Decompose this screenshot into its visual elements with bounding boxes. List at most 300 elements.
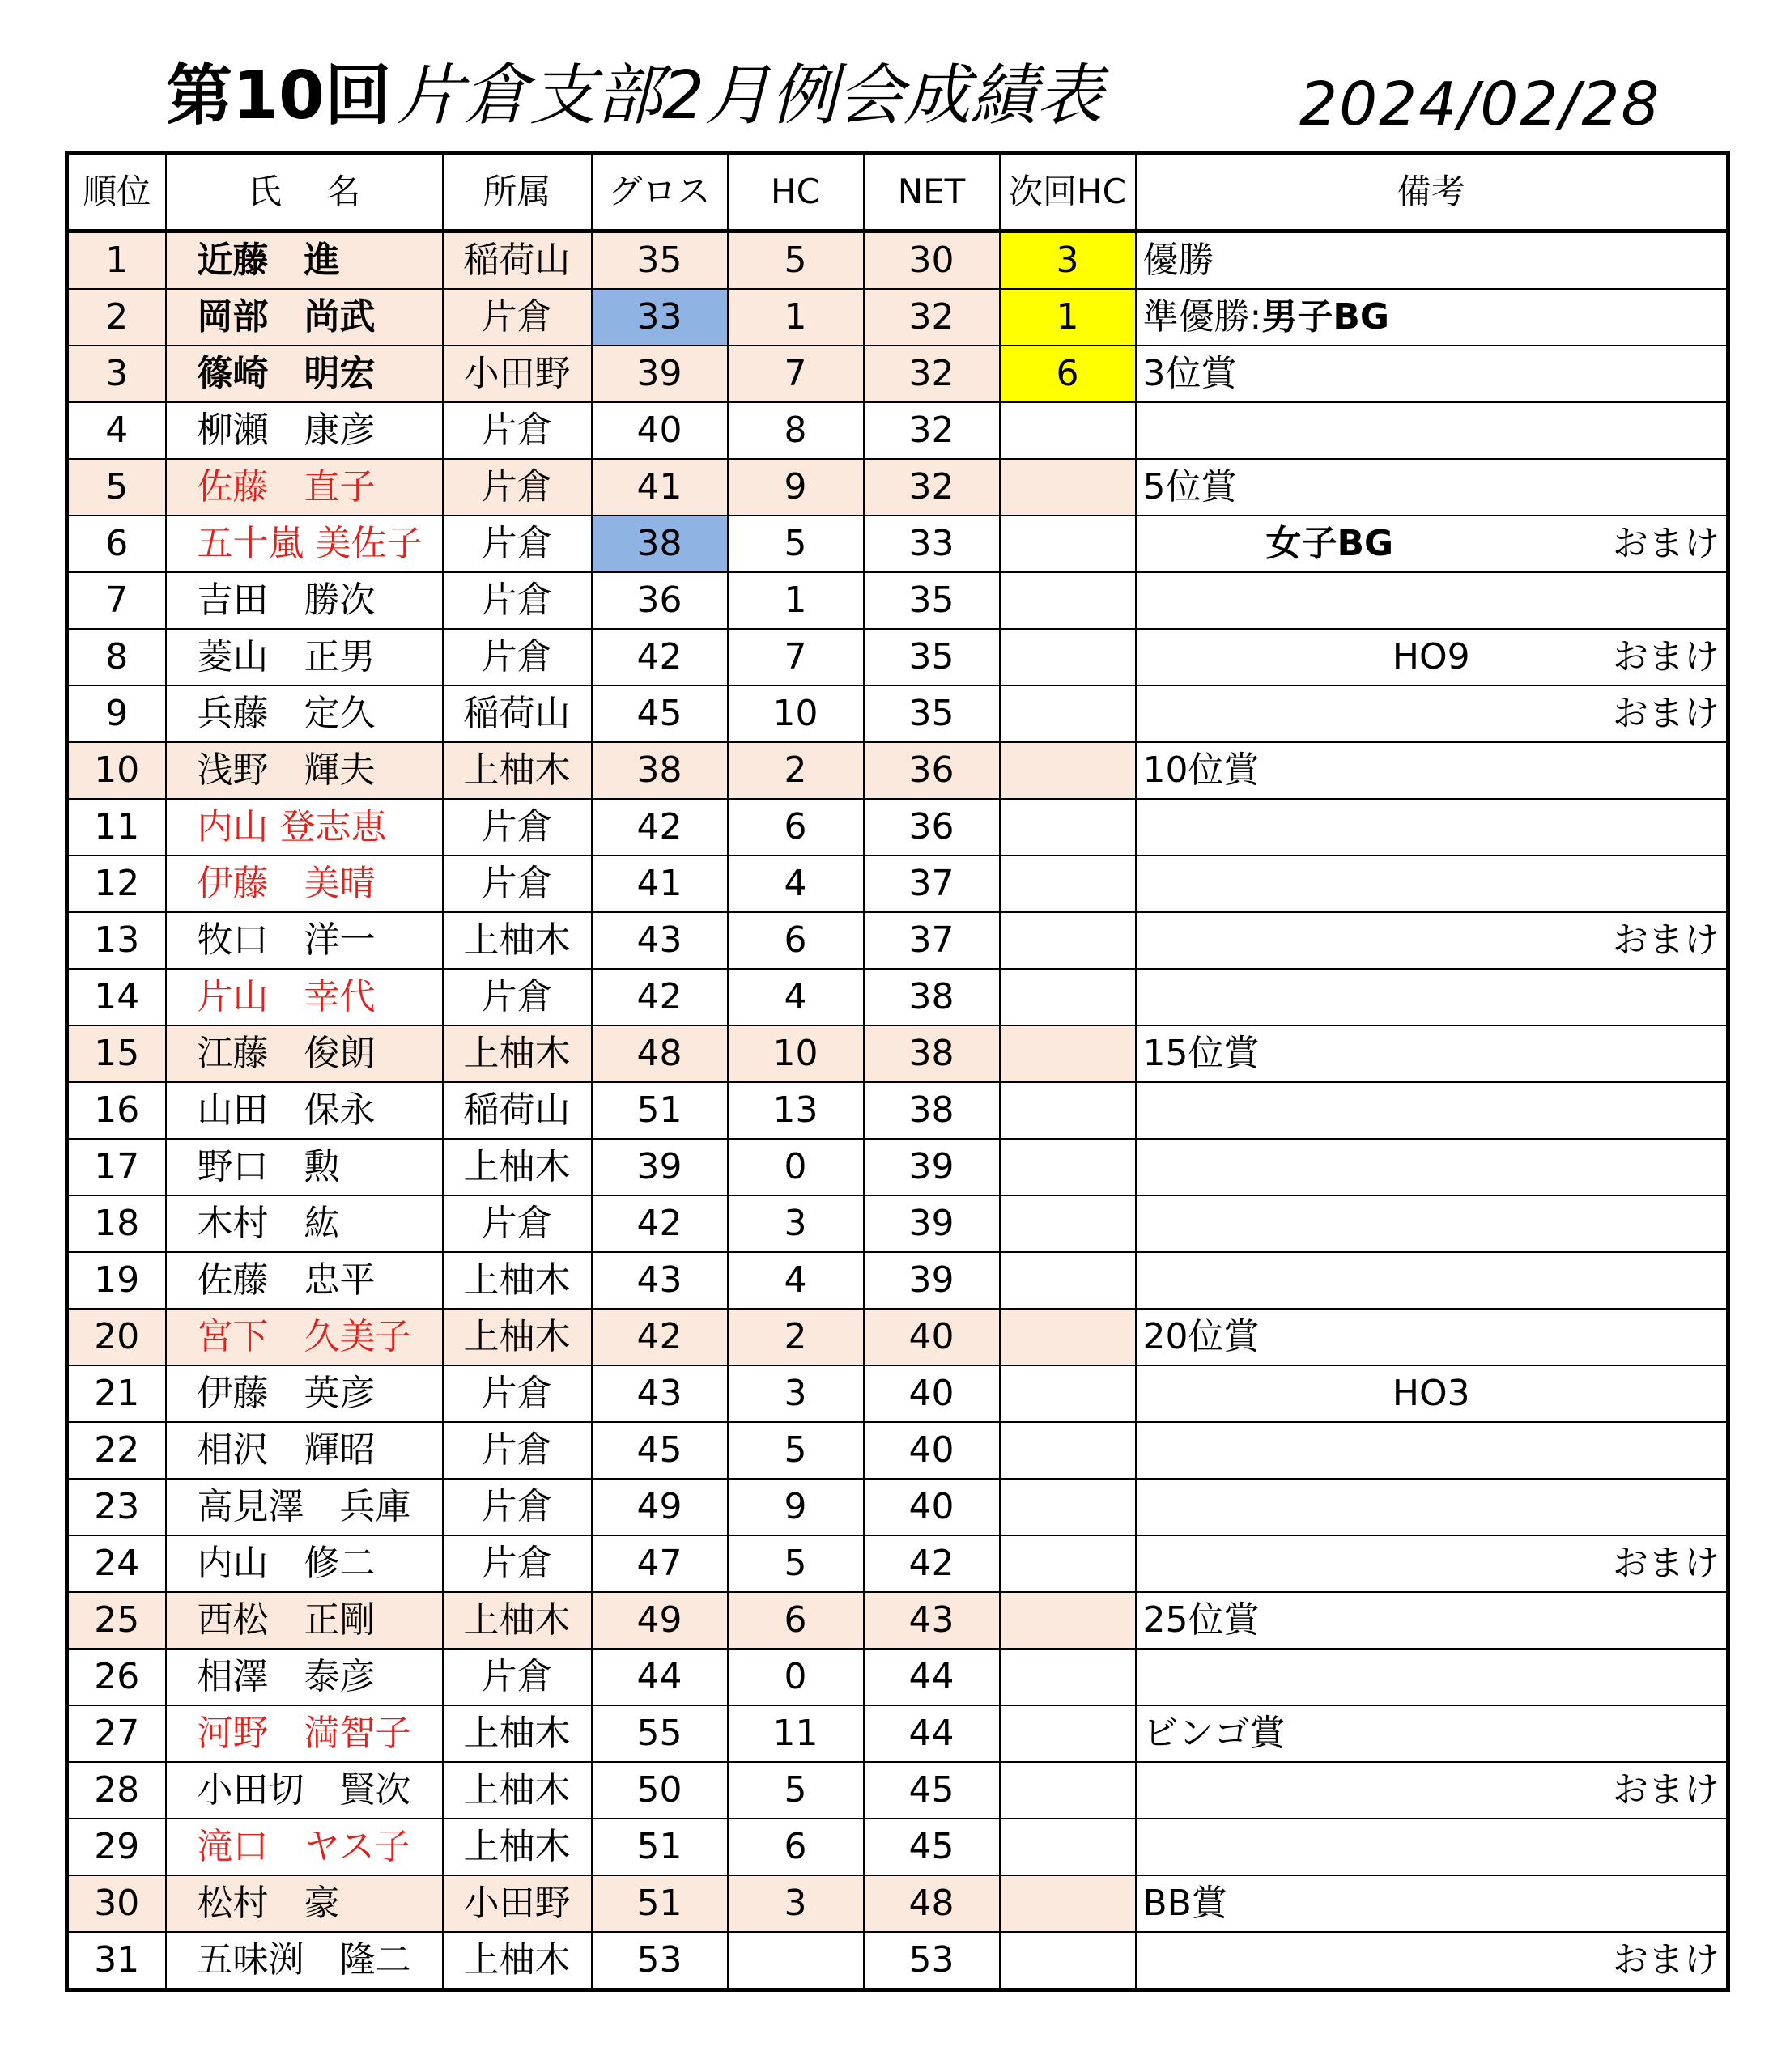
club-cell: 片倉	[443, 1365, 592, 1422]
table-row	[67, 1082, 1728, 1139]
hc-cell: 3	[728, 1875, 864, 1932]
gross-cell: 40	[592, 402, 728, 459]
memo-label: 優勝	[1142, 240, 1214, 281]
club-cell: 稲荷山	[443, 686, 592, 742]
gross-cell: 39	[592, 346, 728, 402]
gross-cell: 42	[592, 969, 728, 1025]
net-cell: 38	[864, 1082, 1000, 1139]
player-name-cell: 高見澤 兵庫	[166, 1479, 443, 1535]
rank-cell: 22	[67, 1422, 166, 1479]
hc-cell: 0	[728, 1649, 864, 1705]
hc-cell: 13	[728, 1082, 864, 1139]
omake-label: おまけ	[1613, 636, 1720, 677]
net-cell: 53	[864, 1932, 1000, 1990]
next-hc-cell	[1000, 969, 1136, 1025]
net-cell: 35	[864, 686, 1000, 742]
next-hc-cell	[1000, 856, 1136, 912]
player-name-cell: 山田 保永	[166, 1082, 443, 1139]
hc-cell: 4	[728, 969, 864, 1025]
omake-label: おまけ	[1613, 693, 1720, 734]
table-row	[67, 1309, 1728, 1365]
player-name-cell: 伊藤 美晴	[166, 856, 443, 912]
col-header-club: 所属	[443, 153, 592, 231]
club-cell: 片倉	[443, 629, 592, 686]
next-hc-cell	[1000, 1309, 1136, 1365]
next-hc-cell	[1000, 459, 1136, 516]
player-name-cell: 近藤 進	[166, 231, 443, 290]
table-row	[67, 1025, 1728, 1082]
table-row	[67, 1252, 1728, 1309]
player-name-cell: 兵藤 定久	[166, 686, 443, 742]
memo-cell	[1136, 1195, 1728, 1252]
club-cell: 片倉	[443, 1479, 592, 1535]
gross-cell: 45	[592, 686, 728, 742]
player-name-cell: 吉田 勝次	[166, 572, 443, 629]
table-row	[67, 1705, 1728, 1762]
results-table	[65, 151, 1730, 1992]
club-cell: 片倉	[443, 572, 592, 629]
gross-cell: 43	[592, 1365, 728, 1422]
club-cell: 上柚木	[443, 1932, 592, 1990]
next-hc-cell: 3	[1000, 231, 1136, 290]
net-cell: 39	[864, 1195, 1000, 1252]
player-name-cell: 柳瀬 康彦	[166, 402, 443, 459]
memo-cell	[1136, 629, 1728, 686]
next-hc-cell	[1000, 1365, 1136, 1422]
hc-cell: 5	[728, 516, 864, 572]
player-name-cell: 松村 豪	[166, 1875, 443, 1932]
hc-cell: 5	[728, 1535, 864, 1592]
club-cell: 小田野	[443, 1875, 592, 1932]
hc-cell: 0	[728, 1139, 864, 1195]
net-cell: 39	[864, 1139, 1000, 1195]
rank-cell: 6	[67, 516, 166, 572]
memo-cell	[1136, 1252, 1728, 1309]
gross-cell: 44	[592, 1649, 728, 1705]
gross-cell: 33	[592, 289, 728, 346]
gross-cell: 41	[592, 856, 728, 912]
net-cell: 45	[864, 1819, 1000, 1875]
next-hc-cell	[1000, 1025, 1136, 1082]
rank-cell: 25	[67, 1592, 166, 1649]
club-cell: 上柚木	[443, 1762, 592, 1819]
net-cell: 40	[864, 1309, 1000, 1365]
table-row	[67, 1195, 1728, 1252]
gross-cell: 41	[592, 459, 728, 516]
club-cell: 上柚木	[443, 1025, 592, 1082]
club-cell: 片倉	[443, 969, 592, 1025]
net-cell: 33	[864, 516, 1000, 572]
memo-cell	[1136, 1819, 1728, 1875]
memo-cell	[1136, 799, 1728, 856]
memo-text	[1143, 346, 1237, 401]
rank-cell: 15	[67, 1025, 166, 1082]
gross-cell: 51	[592, 1819, 728, 1875]
hc-cell: 5	[728, 1422, 864, 1479]
club-cell: 小田野	[443, 346, 592, 402]
club-cell: 片倉	[443, 1195, 592, 1252]
memo-text	[1143, 1310, 1260, 1365]
net-cell: 35	[864, 629, 1000, 686]
next-hc-cell: 1	[1000, 289, 1136, 346]
next-hc-cell	[1000, 1649, 1136, 1705]
rank-cell: 30	[67, 1875, 166, 1932]
memo-cell	[1136, 1875, 1728, 1932]
hc-cell	[728, 1932, 864, 1990]
club-cell: 稲荷山	[443, 231, 592, 290]
gross-cell: 45	[592, 1422, 728, 1479]
memo-cell	[1136, 1422, 1728, 1479]
table-row	[67, 1535, 1728, 1592]
next-hc-cell	[1000, 402, 1136, 459]
memo-cell	[1136, 1649, 1728, 1705]
hc-cell: 10	[728, 1025, 864, 1082]
hc-cell: 9	[728, 1479, 864, 1535]
player-name-cell: 西松 正剛	[166, 1592, 443, 1649]
gross-cell: 42	[592, 799, 728, 856]
gross-cell: 55	[592, 1705, 728, 1762]
hc-cell: 6	[728, 912, 864, 969]
rank-cell: 18	[67, 1195, 166, 1252]
net-cell: 44	[864, 1649, 1000, 1705]
player-name-cell: 岡部 尚武	[166, 289, 443, 346]
memo-text	[1143, 743, 1260, 798]
net-cell: 38	[864, 1025, 1000, 1082]
table-row	[67, 516, 1728, 572]
club-cell: 上柚木	[443, 1592, 592, 1649]
memo-label: 5位賞	[1142, 466, 1237, 507]
memo-cell	[1136, 289, 1728, 346]
col-header-hc: HC	[728, 153, 864, 231]
rank-cell: 14	[67, 969, 166, 1025]
table-row	[67, 742, 1728, 799]
rank-cell: 13	[67, 912, 166, 969]
player-name-cell: 野口 勲	[166, 1139, 443, 1195]
next-hc-cell	[1000, 912, 1136, 969]
table-header-row	[67, 153, 1728, 231]
next-hc-cell	[1000, 572, 1136, 629]
next-hc-cell	[1000, 516, 1136, 572]
rank-cell: 21	[67, 1365, 166, 1422]
memo-cell	[1136, 1932, 1728, 1990]
player-name-cell: 相澤 泰彦	[166, 1649, 443, 1705]
gross-cell: 42	[592, 1309, 728, 1365]
rank-cell: 2	[67, 289, 166, 346]
memo-cell	[1136, 1139, 1728, 1195]
net-cell: 38	[864, 969, 1000, 1025]
club-cell: 上柚木	[443, 1705, 592, 1762]
net-cell: 30	[864, 231, 1000, 290]
event-date: 2024/02/28	[1299, 70, 1661, 139]
net-cell: 40	[864, 1365, 1000, 1422]
next-hc-cell	[1000, 1535, 1136, 1592]
memo-cell	[1136, 1082, 1728, 1139]
gross-cell: 35	[592, 231, 728, 290]
results-body	[67, 231, 1728, 1990]
table-row	[67, 1762, 1728, 1819]
table-row	[67, 572, 1728, 629]
rank-cell: 23	[67, 1479, 166, 1535]
net-cell: 32	[864, 459, 1000, 516]
player-name-cell: 内山 登志恵	[166, 799, 443, 856]
hc-cell: 4	[728, 856, 864, 912]
club-cell: 上柚木	[443, 742, 592, 799]
memo-text	[1143, 1593, 1260, 1648]
memo-center-text: 女子BG	[1265, 523, 1394, 564]
col-header-rank: 順位	[67, 153, 166, 231]
player-name-cell: 河野 満智子	[166, 1705, 443, 1762]
player-name-cell: 小田切 賢次	[166, 1762, 443, 1819]
hc-cell: 5	[728, 1762, 864, 1819]
club-cell: 上柚木	[443, 1252, 592, 1309]
net-cell: 36	[864, 742, 1000, 799]
rank-cell: 12	[67, 856, 166, 912]
table-row	[67, 1649, 1728, 1705]
memo-bold-label: 男子BG	[1261, 296, 1389, 338]
net-cell: 40	[864, 1479, 1000, 1535]
rank-cell: 20	[67, 1309, 166, 1365]
player-name-cell: 江藤 俊朗	[166, 1025, 443, 1082]
player-name-cell: 滝口 ヤス子	[166, 1819, 443, 1875]
table-row	[67, 346, 1728, 402]
player-name-cell: 佐藤 忠平	[166, 1252, 443, 1309]
hc-cell: 6	[728, 1592, 864, 1649]
player-name-cell: 木村 紘	[166, 1195, 443, 1252]
memo-cell	[1136, 346, 1728, 402]
club-cell: 片倉	[443, 459, 592, 516]
table-row	[67, 1875, 1728, 1932]
rank-cell: 26	[67, 1649, 166, 1705]
net-cell: 37	[864, 912, 1000, 969]
hc-cell: 6	[728, 799, 864, 856]
rank-cell: 16	[67, 1082, 166, 1139]
hc-cell: 4	[728, 1252, 864, 1309]
gross-cell: 39	[592, 1139, 728, 1195]
col-header-memo: 備考	[1136, 153, 1728, 231]
gross-cell: 48	[592, 1025, 728, 1082]
next-hc-cell	[1000, 1819, 1136, 1875]
col-header-next-hc: 次回HC	[1000, 153, 1136, 231]
net-cell: 48	[864, 1875, 1000, 1932]
table-row	[67, 1422, 1728, 1479]
table-row	[67, 912, 1728, 969]
table-row	[67, 289, 1728, 346]
memo-cell	[1136, 969, 1728, 1025]
player-name-cell: 佐藤 直子	[166, 459, 443, 516]
memo-cell	[1136, 516, 1728, 572]
gross-cell: 42	[592, 1195, 728, 1252]
club-cell: 片倉	[443, 1422, 592, 1479]
memo-label: 10位賞	[1142, 749, 1260, 791]
memo-cell	[1136, 1705, 1728, 1762]
player-name-cell: 内山 修二	[166, 1535, 443, 1592]
net-cell: 44	[864, 1705, 1000, 1762]
memo-text	[1143, 290, 1389, 345]
gross-cell: 43	[592, 1252, 728, 1309]
memo-text	[1143, 460, 1237, 515]
club-cell: 片倉	[443, 516, 592, 572]
net-cell: 40	[864, 1422, 1000, 1479]
club-cell: 上柚木	[443, 1309, 592, 1365]
club-cell: 片倉	[443, 799, 592, 856]
rank-cell: 4	[67, 402, 166, 459]
hc-cell: 11	[728, 1705, 864, 1762]
net-cell: 35	[864, 572, 1000, 629]
club-cell: 片倉	[443, 1649, 592, 1705]
table-row	[67, 969, 1728, 1025]
memo-cell	[1136, 742, 1728, 799]
rank-cell: 5	[67, 459, 166, 516]
table-row	[67, 856, 1728, 912]
gross-cell: 49	[592, 1592, 728, 1649]
hc-cell: 7	[728, 629, 864, 686]
player-name-cell: 菱山 正男	[166, 629, 443, 686]
next-hc-cell	[1000, 1932, 1136, 1990]
memo-cell	[1136, 231, 1728, 290]
gross-cell: 36	[592, 572, 728, 629]
gross-cell: 38	[592, 742, 728, 799]
gross-cell: 51	[592, 1082, 728, 1139]
next-hc-cell	[1000, 1479, 1136, 1535]
club-cell: 片倉	[443, 1535, 592, 1592]
memo-text	[1143, 233, 1214, 288]
next-hc-cell	[1000, 1762, 1136, 1819]
hc-cell: 10	[728, 686, 864, 742]
player-name-cell: 片山 幸代	[166, 969, 443, 1025]
memo-text	[1143, 1026, 1260, 1081]
col-header-name: 氏 名	[166, 153, 443, 231]
memo-label: 準優勝:	[1142, 296, 1262, 338]
club-cell: 稲荷山	[443, 1082, 592, 1139]
omake-label: おまけ	[1613, 523, 1720, 564]
next-hc-cell	[1000, 1082, 1136, 1139]
net-cell: 32	[864, 402, 1000, 459]
gross-cell: 49	[592, 1479, 728, 1535]
hc-cell: 2	[728, 742, 864, 799]
gross-cell: 43	[592, 912, 728, 969]
hc-cell: 3	[728, 1195, 864, 1252]
table-row	[67, 799, 1728, 856]
gross-cell: 51	[592, 1875, 728, 1932]
net-cell: 32	[864, 346, 1000, 402]
gross-cell: 50	[592, 1762, 728, 1819]
player-name-cell: 伊藤 英彦	[166, 1365, 443, 1422]
next-hc-cell	[1000, 1875, 1136, 1932]
memo-center-text: HO9	[1392, 636, 1470, 677]
memo-label: 15位賞	[1142, 1033, 1260, 1074]
club-cell: 片倉	[443, 289, 592, 346]
memo-text	[1143, 1706, 1286, 1761]
gross-cell: 38	[592, 516, 728, 572]
memo-cell	[1136, 1592, 1728, 1649]
hc-cell: 5	[728, 231, 864, 290]
next-hc-cell	[1000, 1422, 1136, 1479]
next-hc-cell	[1000, 742, 1136, 799]
gross-cell: 47	[592, 1535, 728, 1592]
title-bar	[0, 0, 1790, 146]
memo-cell	[1136, 402, 1728, 459]
omake-label: おまけ	[1613, 1939, 1720, 1981]
memo-cell	[1136, 1535, 1728, 1592]
player-name-cell: 篠崎 明宏	[166, 346, 443, 402]
player-name-cell: 宮下 久美子	[166, 1309, 443, 1365]
table-row	[67, 1479, 1728, 1535]
col-header-gross: グロス	[592, 153, 728, 231]
memo-label: ビンゴ賞	[1142, 1713, 1286, 1754]
omake-label: おまけ	[1613, 1543, 1720, 1584]
club-cell: 片倉	[443, 856, 592, 912]
next-hc-cell: 6	[1000, 346, 1136, 402]
table-row	[67, 1932, 1728, 1990]
memo-label: 20位賞	[1142, 1316, 1260, 1357]
next-hc-cell	[1000, 1139, 1136, 1195]
net-cell: 45	[864, 1762, 1000, 1819]
gross-cell: 42	[592, 629, 728, 686]
rank-cell: 19	[67, 1252, 166, 1309]
omake-label: おまけ	[1613, 1769, 1720, 1811]
player-name-cell: 五味渕 隆二	[166, 1932, 443, 1990]
player-name-cell: 浅野 輝夫	[166, 742, 443, 799]
table-row	[67, 459, 1728, 516]
memo-cell	[1136, 1479, 1728, 1535]
net-cell: 42	[864, 1535, 1000, 1592]
memo-cell	[1136, 686, 1728, 742]
memo-cell	[1136, 912, 1728, 969]
player-name-cell: 相沢 輝昭	[166, 1422, 443, 1479]
memo-cell	[1136, 1365, 1728, 1422]
next-hc-cell	[1000, 799, 1136, 856]
net-cell: 37	[864, 856, 1000, 912]
hc-cell: 2	[728, 1309, 864, 1365]
rank-cell: 3	[67, 346, 166, 402]
hc-cell: 1	[728, 289, 864, 346]
rank-cell: 24	[67, 1535, 166, 1592]
rank-cell: 8	[67, 629, 166, 686]
omake-label: おまけ	[1613, 919, 1720, 961]
hc-cell: 9	[728, 459, 864, 516]
club-cell: 片倉	[443, 402, 592, 459]
next-hc-cell	[1000, 1195, 1136, 1252]
next-hc-cell	[1000, 1252, 1136, 1309]
hc-cell: 3	[728, 1365, 864, 1422]
memo-text	[1143, 1876, 1227, 1931]
memo-cell	[1136, 459, 1728, 516]
hc-cell: 6	[728, 1819, 864, 1875]
table-row	[67, 1139, 1728, 1195]
round-number: 第10回	[166, 57, 392, 134]
page-title: 片倉支部2月例会成績表	[397, 57, 1103, 134]
net-cell: 43	[864, 1592, 1000, 1649]
hc-cell: 8	[728, 402, 864, 459]
memo-cell	[1136, 1762, 1728, 1819]
table-row	[67, 686, 1728, 742]
table-row	[67, 1819, 1728, 1875]
player-name-cell: 五十嵐 美佐子	[166, 516, 443, 572]
rank-cell: 1	[67, 231, 166, 290]
table-row	[67, 1592, 1728, 1649]
col-header-net: NET	[864, 153, 1000, 231]
hc-cell: 1	[728, 572, 864, 629]
hc-cell: 7	[728, 346, 864, 402]
memo-cell	[1136, 1309, 1728, 1365]
next-hc-cell	[1000, 1592, 1136, 1649]
player-name-cell: 牧口 洋一	[166, 912, 443, 969]
memo-label: 25位賞	[1142, 1599, 1260, 1641]
gross-cell: 53	[592, 1932, 728, 1990]
next-hc-cell	[1000, 686, 1136, 742]
rank-cell: 7	[67, 572, 166, 629]
table-row	[67, 231, 1728, 290]
